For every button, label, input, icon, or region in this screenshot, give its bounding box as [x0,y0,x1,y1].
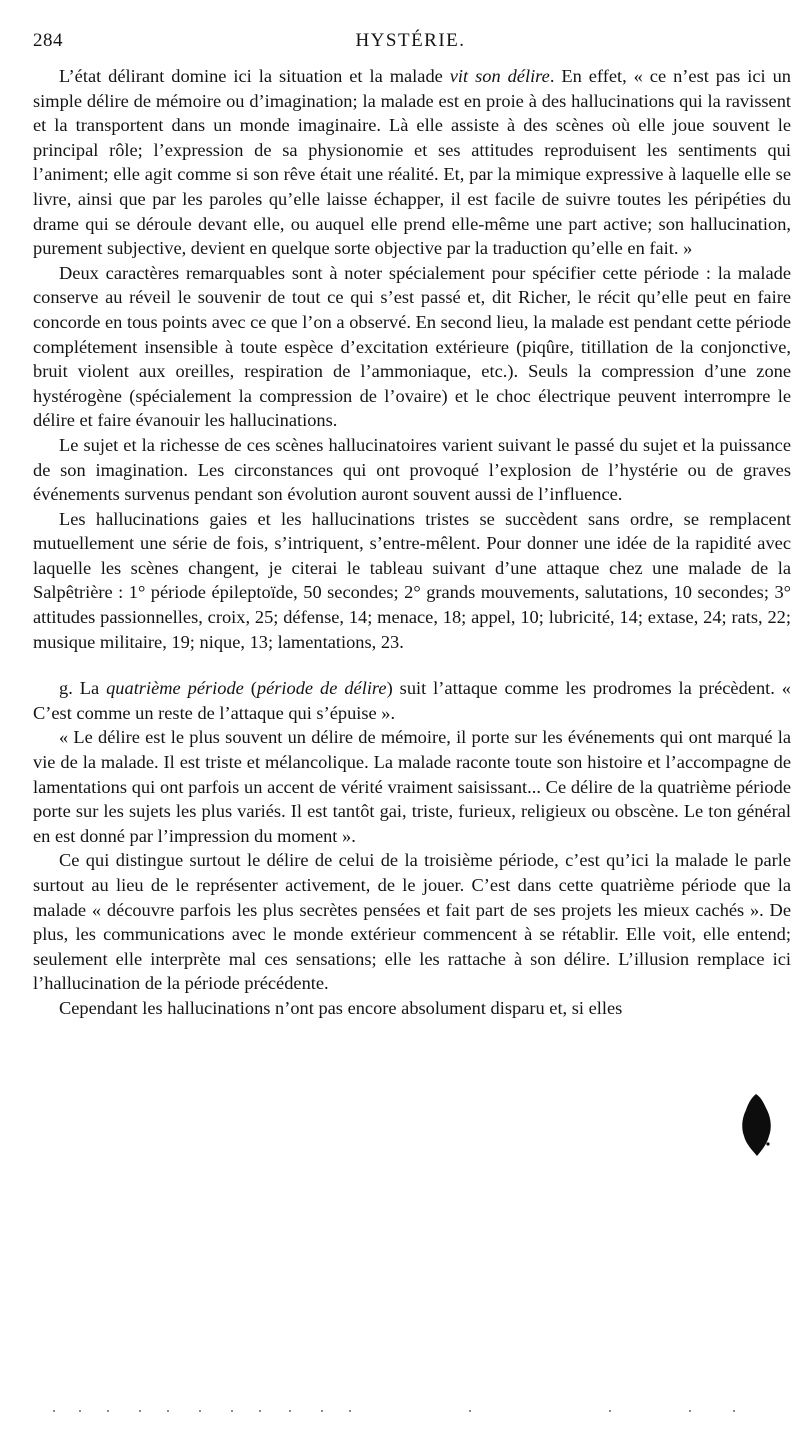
text-run: g. La [59,678,107,699]
page-header [33,30,788,56]
text-run: Les hallucinations gaies et les hallucinations tristes se succèdent sans ordre, se remplacent mutuellement une série de fois, s’intriquent, s’entre-mêlent. Pour donner une idée de la rapidité avec laquelle les scènes changent, je citerai le tableau suivant d’une attaque chez une malade de la Salpêtrière : 1° période épileptoïde, 50 secondes; 2° grands mouvements, salutations, 10 secondes; 3° attitudes passionnelles, croix, 25; défense, 14; menace, 18; appel, 10; lubricité, 14; extase, 24; rats, 22; musique militaire, 19; nique, 13; lamentations, 23. [33,508,791,652]
text-run: ) suit l’attaque comme les prodromes la précèdent. « C’est comme un reste de l’attaque qui s’épuise ». [33,678,792,723]
text-run: Ce qui distingue surtout le délire de celui de la troisième période, c’est qu’ici la malade le parle surtout au lieu de le représenter activement, de le jouer. C’est dans cette quatrième période que la malade « découvre parfois les plus secrètes pensées et fait part de ses projets les mieux cachés ». De plus, les communications avec le monde extérieur commencent à se rétablir. Elle voit, elle entend; seulement elle interprète mal ces sensations; elle les rattache à son délire. L’illusion remplace ici l’hallucination de la période précédente. [33,850,791,994]
text-run: L’état délirant domine ici la situation et la malade [59,66,450,86]
text-run: « Le délire est le plus souvent un délire de mémoire, il porte sur les événements qui ont marqué la vie de la malade. Il est triste et mélancolique. La malade raconte toute son histoire et l’accompagne de lamentations qui ont parfois un accent de vérité vraiment saisissant... Ce délire de la quatrième période porte sur les sujets les plus variés. Il est tantôt gai, triste, furieux, religieux ou obscène. Le ton général en est donné par l’impression du moment ». [33,727,791,846]
running-title: HYSTÉRIE. [355,30,466,51]
body-paragraph [33,64,791,261]
text-run: Cependant les hallucinations n’ont pas encore absolument disparu et, si elles [59,997,623,1018]
body-paragraph [33,848,791,996]
page-number: 284 [33,30,63,51]
body-paragraph [33,676,791,725]
body-paragraph [33,507,791,655]
print-speckle-row [50,1408,740,1414]
body-paragraph [33,725,791,848]
text-run: ( [243,678,257,699]
italic-run: vit son délire [449,66,550,86]
text-run: . En effet, « ce n’est pas ici un simple délire de mémoire ou d’imagination; la malade est en proie à des hallucinations qui la ravissent et la transportent dans un monde imaginaire. Là elle assiste à des scènes où elle joue souvent le principal rôle; l’expression de sa physionomie et ses attitudes reproduisent les sentiments qui l’animent; elle agit comme si son rêve était une réalité. Et, par la mimique expressive à laquelle elle se livre, ainsi que par les paroles qu’elle laisse échapper, il est facile de suivre toutes les péripéties du drame qui se déroule devant elle, ou auquel elle prend elle-même une part active; son hallucination, purement subjective, devient en quelque sorte objective par la traduction qu’elle en fait. » [33,66,791,259]
body-paragraph [33,996,791,1021]
text-run: Le sujet et la richesse de ces scènes hallucinatoires varient suivant le passé du sujet et la puissance de son imagination. Les circonstances qui ont provoqué l’explosion de l’hystérie ou de graves événements survenus pendant son évolution auront souvent aussi de l’influence. [33,434,791,505]
text-run: Deux caractères remarquables sont à noter spécialement pour spécifier cette période : la malade conserve au réveil le souvenir de tout ce qui s’est passé et, dit Richer, le récit qu’elle peut en faire concorde en tous points avec ce que l’on a observé. En second lieu, la malade est pendant cette période complétement insensible à toute espèce d’excitation extérieure (piqûre, titillation de la conjonctive, bruit violent aux oreilles, respiration de l’ammoniaque, etc.). Seuls la compression d’une zone hystérogène (spécialement la compression de l’ovaire) et le choc électrique peuvent interrompre le délire et faire évanouir les hallucinations. [33,262,791,431]
ink-blot-mark [740,1092,772,1158]
body-paragraph [33,261,791,433]
italic-run: quatrième période [106,678,244,699]
body-text [33,64,791,1021]
italic-run: période de délire [256,678,387,699]
body-paragraph [33,433,791,507]
